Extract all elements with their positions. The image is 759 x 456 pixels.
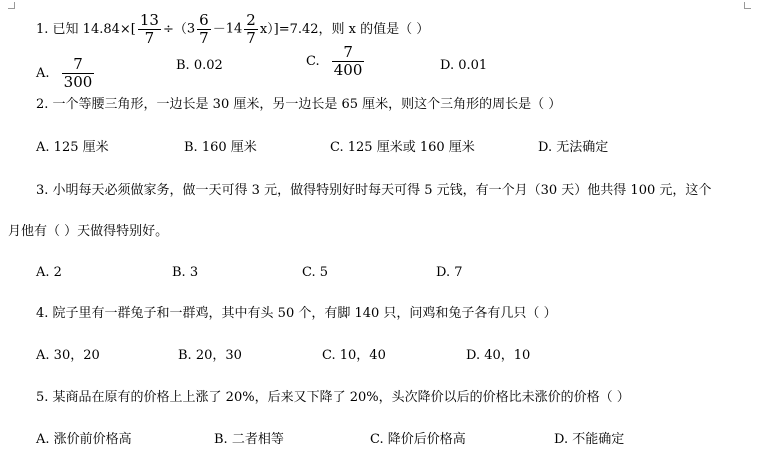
fraction [62, 56, 95, 91]
option-label: D. [466, 348, 481, 363]
question-number: 3. [36, 183, 49, 198]
option-a[interactable] [36, 56, 96, 91]
page-corner-mark-left [8, 2, 15, 9]
option-text: 无法确定 [556, 140, 609, 155]
option-a[interactable] [36, 265, 62, 281]
option-label: C. [302, 265, 316, 280]
option-a[interactable] [36, 432, 132, 448]
fraction-denominator: 7 [144, 29, 155, 47]
fraction [332, 44, 365, 79]
option-text: 2 [53, 265, 62, 280]
operator: ÷（ [162, 22, 187, 37]
fraction-denominator: 7 [246, 29, 256, 47]
option-text: 20，30 [195, 348, 242, 363]
question-2 [36, 97, 561, 113]
option-label: C. [370, 432, 384, 447]
option-text: 降价后价格高 [387, 432, 466, 447]
question-5 [36, 390, 630, 406]
fraction-numerator: 13 [139, 11, 159, 29]
option-b[interactable] [184, 140, 257, 156]
option-text: 5 [319, 265, 329, 280]
mixed-whole: 14 [225, 21, 243, 37]
option-label: D. [440, 58, 455, 73]
option-b[interactable] [214, 432, 284, 448]
fraction [197, 12, 211, 47]
option-label: C. [322, 348, 336, 363]
fraction [138, 12, 161, 47]
question-1 [36, 12, 429, 47]
page-corner-mark-right [744, 2, 751, 9]
option-text: 二者相等 [231, 432, 284, 447]
option-label: A. [36, 348, 50, 363]
fraction-numerator: 2 [246, 11, 256, 29]
option-c[interactable] [330, 140, 475, 156]
fraction-denominator: 7 [199, 29, 209, 47]
option-text: 涨价前价格高 [53, 432, 132, 447]
option-text: 7 [454, 265, 463, 280]
option-c[interactable] [306, 44, 366, 79]
option-label: A. [36, 140, 50, 155]
fraction-denominator: 400 [333, 61, 363, 79]
question-3 [36, 183, 711, 199]
question-text: 院子里有一群兔子和一群鸡，其中有头 50 个，有脚 140 只，问鸡和兔子各有几只（ ） [52, 306, 557, 321]
option-label: B. [214, 432, 228, 447]
option-label: B. [172, 265, 186, 280]
question-number: 5. [36, 390, 49, 405]
option-d[interactable] [538, 140, 608, 156]
option-label: D. [554, 432, 569, 447]
option-a[interactable] [36, 348, 100, 364]
option-text: 40，10 [484, 348, 531, 363]
question-number: 2. [36, 97, 49, 112]
option-text: 30，20 [53, 348, 100, 363]
question-number: 1. [36, 22, 49, 37]
fraction-numerator: 7 [62, 56, 95, 74]
option-text: 125 厘米 [53, 140, 109, 155]
fraction-denominator: 300 [63, 73, 93, 91]
fraction-numerator: 7 [332, 44, 365, 62]
option-a[interactable] [36, 140, 109, 156]
option-label: B. [184, 140, 198, 155]
option-b[interactable] [176, 58, 223, 74]
mixed-number [187, 12, 213, 47]
option-c[interactable] [370, 432, 466, 448]
option-label: C. [306, 54, 320, 69]
option-c[interactable] [322, 348, 386, 364]
operator: － [212, 22, 226, 37]
question-text: 小明每天必须做家务，做一天可得 3 元，做得特别好时每天可得 5 元钱，有一个月（30 天）他共得 100 元，这个 [52, 183, 712, 198]
option-d[interactable] [436, 265, 463, 281]
option-label: B. [176, 58, 190, 73]
mixed-whole: 3 [186, 21, 196, 37]
option-d[interactable] [440, 58, 487, 74]
fraction-numerator: 6 [199, 11, 209, 29]
question-text: 某商品在原有的价格上上涨了 20%，后来又下降了 20%，头次降价以后的价格比未涨价的价格（ ） [52, 390, 630, 405]
option-text: 0.02 [193, 58, 223, 73]
option-text: 不能确定 [572, 432, 625, 447]
question-number: 4. [36, 306, 49, 321]
option-text: 3 [189, 265, 199, 280]
option-text: 125 厘米或 160 厘米 [347, 140, 475, 155]
option-label: D. [436, 265, 451, 280]
question-text: 一个等腰三角形，一边长是 30 厘米，另一边长是 65 厘米，则这个三角形的周长是（ ） [52, 97, 562, 112]
option-label: D. [538, 140, 553, 155]
question-text: 已知 14.84×[ [52, 22, 136, 37]
option-d[interactable] [554, 432, 624, 448]
option-label: A. [36, 432, 50, 447]
question-text: 月他有（ ）天做得特别好。 [8, 224, 169, 239]
mixed-number [226, 12, 260, 47]
option-label: A. [36, 265, 50, 280]
option-label: C. [330, 140, 344, 155]
option-text: 0.01 [458, 58, 488, 73]
question-text: x）]=7.42，则 x 的值是（ ） [259, 22, 430, 37]
option-c[interactable] [302, 265, 328, 281]
fraction [244, 12, 258, 47]
option-d[interactable] [466, 348, 530, 364]
option-text: 10，40 [339, 348, 386, 363]
option-label: B. [178, 348, 192, 363]
option-text: 160 厘米 [201, 140, 257, 155]
question-3-continuation [8, 224, 168, 240]
option-b[interactable] [178, 348, 242, 364]
option-label: A. [36, 66, 50, 81]
question-4 [36, 306, 557, 322]
option-b[interactable] [172, 265, 198, 281]
